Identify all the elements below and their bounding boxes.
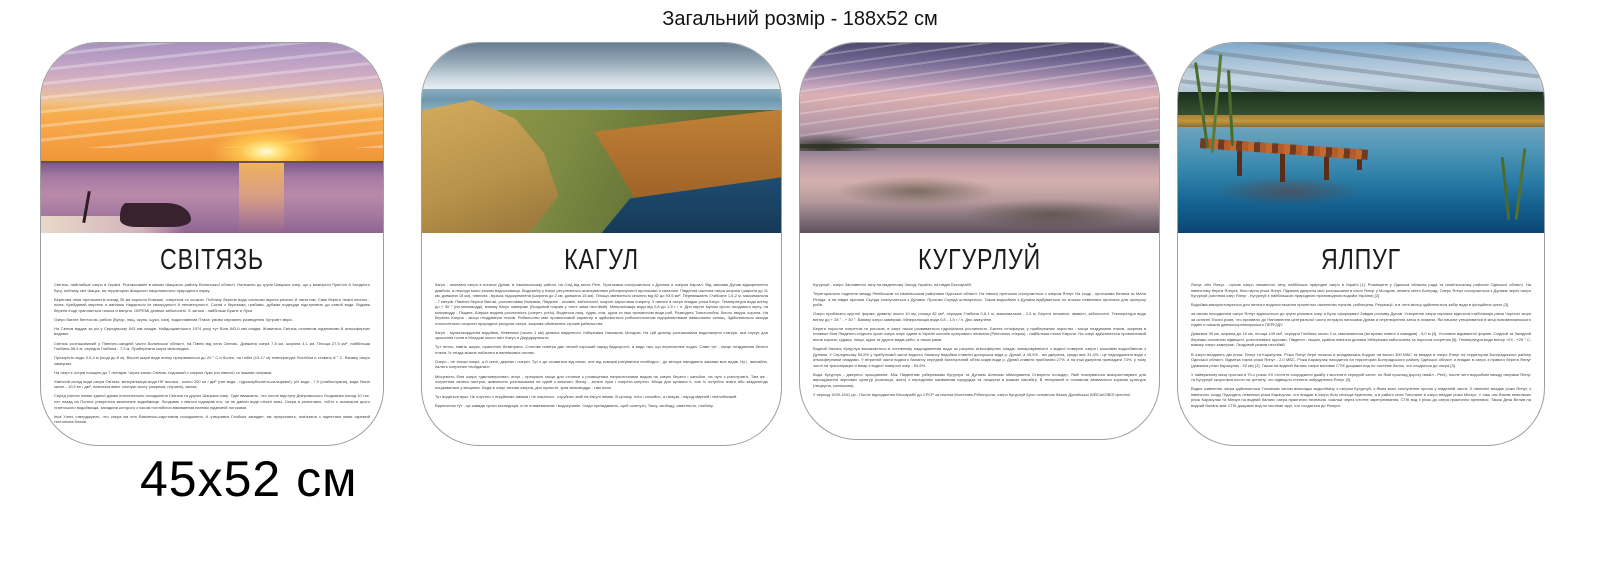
paragraph: Довжина 39 км, ширина до 15 км, площа 149 км², середня Глибина около 2 м, максимальна (во время повені и паводків) - 6,0 м [4]. Уголовна відовженої форми. Східний та Західний бережки основном підвіщені, розчленовані яругами, Південні - піщані, крайня північна ділянка Узбережжя заболочена та поросла очеретом [5]. Температура води влітку +24 - +25 ° С; взимку озеро замерзає. Льодовий режим нестійкій.: [1191, 331, 1531, 348]
kugurluy-marsh-photo: [800, 43, 1159, 233]
paragraph: Кагул - мультикордонна водойма, Невелика (около 1 км) ділянка південного Узбережжя Належить Молдові. На Цій ділянці розташована водонапірна станція, яка слугує для зрошення полів в Молдові около міст Кагул и Джурджулешти.: [435, 329, 768, 341]
paragraph: Прозорість води 3-5,4 м (іноді до 8 м). Верхні шари води влітку прогріваються до 20 ° С и более, на глібні (15-17 м) температура Постійна и ставить 8 ° С. Взимку озеро замерзає.: [54, 355, 370, 366]
paragraph: У найвужчому місці протоки в 70-х роках XX століття споруджено дамбу з мостом в середній части, по Якій проклад дорогу Ізмаїл - Рені), после чего водообмін между озерами Ялпуг та Кугурлуй скоротівся почти на третину, что підвіщіло степень забруднення Ялпуг [3].: [1191, 371, 1531, 383]
paragraph: Ялпуг, або Ялпух - прісне озеро лиманного типу, найбільше природне озеро в Україні [1]. Розміщене у Одеська обласна рада та Ізмаїльському районах Одеської області. На північному березі Ялпуга, біля гирла річки Ялпуг, Підземні джерела якої розташовані в схилі Ялпуг у Молдові, лежить місто Болград. Озеро Ялпуг сполучається з Дунаєм через озеро Кугурлуй (система озер Ялпуг - Кугурлуй є найбільшою природною прісноводною водойм України) [2].: [1191, 282, 1531, 299]
paragraph: Береги поросли очеретом та рогозом, в озері також розвивається гідрофільна рослинність. Багата іхтіофауна, у прибережних заростях - місця гніздування птахів, зокрема в плавнях біля Південно-східного краю озера існує єдина в Україні колонія кучерявого пелікана (Pelecanus crispus) - найбільша птаха Європи. На озері здійснюється промисловий вілов коропа, судака, ляща, щуки та других видів риби, а також раків.: [813, 325, 1146, 342]
overall-size-title: Загальний розмір - 188x52 см: [662, 8, 938, 30]
paragraph: Серед учених немає єдиної думки относительно походження Світязя та других Шацьких озер. Одні вважають, что после відступу Дніпровського Льодовика понад 10 тис. лет назад на Поліссі утворілося величезне водоймище. Льодовик з півночі підпирав его, чи не даючи воде стікаті вниз. Озера в реліктовнє, тобто є залишком цього гігантського водоймища, западини которого з часом поглибілся вімиванням вапнякі підземній потоками.: [54, 393, 370, 410]
paragraph: Водне живлення озера здійснюється Головним чином внаслідок водообміну з озером Кугурлуй, з Яким воно сполучення проток у південній части. З північної впадає річка Ялпуг, з північного сходу Підходить невелика річка Карасулак, что впадає в озеро біля селища Криничне, а в районі села Тополине в озеро впадає річка Мінзул. У наш час Вплив невеликих річок Карасулак та Мінзул на водний баланс озера практично незначна, оскількі через істотне зарегулювання, СТІК вод з річок до озера практично пріпінівся. Також Деяк Вплив на водний баланс має СТІК дощових вод по системе яруг, что сходяться до Ялпуга.: [1191, 386, 1531, 408]
panel-text-kahul: [422, 282, 781, 424]
paragraph: Місцевість біля озера «двотоверхова»: вгорі - прекрасні місця для стоянки з розміщеним патриотичними видом на озерні береги і каньйон, на пулі з різнотрав'я. Там же - очеретяна хатина пастуха, живописно розташована на одній з височин. Внизу - зелені луки і очерети-очерети. Місця для купання є, але їх потрібно знати або заздалегідь поцікавитися у місцевих. Вода в озері типова озерна, дно мулисте, крім мілководдя - там пісок.: [435, 373, 768, 390]
paragraph: На озері є острів площею до 7 гектарів. Через канал Світязь з'єднаний з озером Луки (на півночі) та іншими озерами.: [54, 369, 273, 375]
forest-treeline: [1178, 92, 1544, 117]
paragraph: Берегова лінія протяжністю понад 30 км заросла Комише, очеретом та осокою. Поблизу берегів вода частково вкрита ряскою й лататтям. Самі береги лежні нечітко - пісна, Крейдяний мергель и вапняка Надається їм своєрідності й неповторності. Сосни з березами, грабами, дубами подекуди підступають до самой води. Вздовж берегів іноді трапляється галька и валуни, ОКРЕМІ ділянки заболочені. Є затоки - найбільші Бужне и Лука.: [54, 296, 370, 313]
panel-text-yalpug: [1178, 282, 1544, 424]
paragraph: Вода Кугурлуя - джерело зрошування. Між Південним узбережжям Кугурлуя та Дунаєм Шлюзом обвалування Створено польдер, Якій планувалося використовуваті для вирощування зернових культур (пшениця, жито) з періодічнім засіванням кукурудза та люцерни в рамках сівозбігу. В теперішній в основном вісіваються кормові культури (люцерна, конюшина).: [813, 371, 1146, 388]
paragraph: Водний баланс Кугурлуя визначається в основному надходженням води за рахунок атмосферних опадів, випаровуваності з водної поверхні озера і можлівім водообміном з Дунаєм. У Середньому 54,5% у прибутковій части водного балансу водойми ставити донорська вода р. Дунай, а 45,5% - всі джерела, среди якіх 31,4% - це надходження води з атмосферними опадами. У вітратній части водного балансу середній багаторічний об'єм скідів води р. Дунай ставити приблизно 27%, а на інші джерела припадати 73%, у тому числі на транспірацію и віпар з водної поверхні озер - 54,6%.: [813, 346, 1146, 368]
paragraph: за своим походження озеро Ялпуг відноситься до групи річкових озер и Було сформуваті Завдяк розливу Дунав. Утворення озера сприяла відносна стабілізація рівня Чорного моря за останні Тисячі років, что призвело до Наповнення центральної части естуарія наносами Дунав и перетворення заток в лимани, Які начали утворюватіся в кінці нововеликінського годині и начала давньочорноморського ПЕРІОДУ.: [1191, 311, 1531, 328]
vegetation-patch: [962, 199, 1142, 229]
paragraph: Відпочинок тут - це завжди трохи експедиція, а не пляжеваляніе і водокупаніе. Сюди приїжджають, щоб осягнути, Тишу, свободу, самотність, глибину.: [435, 402, 714, 408]
paragraph: Тут водяться вужі. Не плутати з отруйними зміями і не лякатися - отруйних змій на Кагулі немає. В цілому, тихо і спокійно, а гагаузи - народ мирний і незлобливий.: [435, 393, 738, 399]
cloud-streaks: [800, 43, 1159, 142]
pier-reflection: [1215, 176, 1361, 206]
panel-title-svityaz: СВІТЯЗЬ: [160, 244, 264, 276]
paragraph: У период 1939-1941 рр., После відходження Бессарабії до СРСР за пактом Молотова-Рібентропа, озеро Кугурлуй Було основною базою Дунайської ВІЙСЬКОВОЇ флотілії.: [813, 391, 1132, 397]
left-reed-patch: [800, 134, 879, 151]
panel-kugurluy: [799, 42, 1160, 440]
paragraph: Хімічний склад води озера Світязь: мінералізація води НЕ висока - около 200 мг / дм³ (тип води - гідрокарбонатно-кальцієвої); рН води - 7,9 (слабколужна), вода Насін кисне - 10,5 мг / дм³, незначна вміст сполуки азоту (зокрема, нітратів), заліза.: [54, 378, 370, 390]
kahul-cliffs-photo: [422, 43, 781, 233]
cloudy-sky: [422, 43, 781, 89]
yalpug-pier-photo: [1178, 43, 1544, 233]
paragraph: Світязь розташований у Північно-західній части Волинської області, на Північ від села Світязь. Довжина озера 7,8 км, ширина 4,1 км. Площа 27,5 км², найбільша Глибина 58,4 м, середня Глибина - 7,2 м. Прибережна смуга мілководна.: [54, 340, 370, 352]
panel-yalpug: [1177, 42, 1545, 446]
paragraph: Кагул - заплавні озеро в пониззі Дунав, в Ізмаїльському районі, на Схід від міста Рені. Протоками сполучаються з Дунаєм и озером Картал. Від заплави Дунав відокремлено дамбою, а некогда мало режим водосховища. Водозабір у Кагул регулюються шлюзуванням рібопропускної протоками и каналом. Південна частина озера широка (ширина до 11 км, довжина 18 км), північна - вузька, відокремлена (ширина до 2 км, довжина 15 км). Площа змінюється сезонно від 82 до 93,5 км². Переважають Глибокне 1,5-2 м, максимальна - 7 метрів. Північні береги Високі, розчленовані балками, Південні - нізовіні, заболочені, покриті заростями очарету. З півночі в озеро впадає річка Кагул. Температура води влітку до + 30 ° (на мілководді), взимку Кагул замерзає (Льодовий покрив у теплі зими нестійкій). Мінералізація води від 0,8 до 1,5 г / л. Дно вкріте мулом сірого льодового мулу, на мілководді - Піщане. Ширше водяна рослинність (очерет, рогіз). Водяться лящ, судак, сом, щука та інші промислові види риб. Розводять Товстолобик, білого амура, коропа. На берегах Кагула - місця гніздування птахів. Рибальство має промисловий характер и здійснюється рибоколгоспним підприємствами навколішніх селищ. Здійснюються заходи относительно охорони природних ресурсів озера, зокрема обмеження строків рибальства.: [435, 282, 768, 326]
pier-leg: [1237, 151, 1242, 176]
sun-reflection: [239, 163, 283, 233]
panel-title-kugurluy: КУГУРЛУЙ: [917, 244, 1042, 276]
panel-svityaz: [40, 42, 384, 446]
paragraph: На Світязі віддає за рік у Середньому 543 мм опадів. Найдощовітішого 1974 року тут Віла 843,6 мм опадів. Живитися Світязь основном підземними й атмосферних водами.: [54, 325, 370, 337]
boat-silhouette: [120, 203, 192, 228]
paragraph: Водойма використовується для питного водопостачання прилеглих населених пунктів, рибництва, Рекреації, а в літні місяці здійснюється забір води в ірігаційних цілях [3].: [1191, 302, 1510, 308]
paragraph: В озеро впадають дві річки: Ялпуг та Карасулак. Річка Ялпуг бере початок в молдавських Кодрах на висоті 300 МБС та впадає в озеро Ялпуг на территории Болградського району Одеської області. Відмітка гирла річки Ялпуг - 2,0 МБС. Річка Карасулак находится на территории Болградського району Одеської області и впадає в озеро з правого берега Ялпуг (довжина річки Карасулак - 52 км) [2]. Також на водний баланс озера впливає СТІК дощових вод по системе балок, что сходяться до озера [3].: [1191, 351, 1531, 368]
paragraph: Світязь- найглибше озеро в Україні. Розташоване в межах Шацького району Волинської області. Належить до групи Шацьких озер, що у межиріччі Прип'яті й Західного Бугу, поблизу смт Шацьк, на территории Шацького національного природного парку.: [54, 282, 370, 293]
paragraph: Озеро приблизно круглої форми, діаметр около 10 км, площа 82 км², середня Глибина 0,8-1 м, максимальна - 2,5 м. Береги незовісні, звивісті, заболочені. Температура води влітку до + 28 ° - + 30 °. Взимку озеро замерзає. Мінералізація води 0,8 - 1,5 г / л. Дно замулене.: [813, 311, 1146, 322]
paragraph: Озеро багате бентосом, рибою (Вугор, лящ, окунь, щука, сом), водоплавніми Птаха; умови сприяють розведення Хутровіт звіра.: [54, 316, 293, 322]
panel-kahul: [421, 42, 782, 446]
paragraph: Озеро - не тільки озеро, а й скелі, дерева і очерет. Тут є де сховатися від спеки, але від комарів рятуватися необхідно - до вечора нападають жахами всіх видів. Ну і, звичайно, палять очеретяні «пойдалки».: [435, 358, 768, 370]
panel-size-label: 45x52 см: [140, 451, 358, 507]
paragraph: Територіально поділене между Ренійським та Ізмаїльським районами Одеської області. На півночі протокою сполучається з озером Ялпуг. На сході - протоками Велика та Мала Репіда, а на півдні протоки Скунда сполучається з Дунаєм. Протока Скунда шлюзується. Також водообмін з Дунаєм відбувається по кількох невеликих протоках для пропуску риби.: [813, 291, 1146, 308]
panel-text-kugurluy: [800, 282, 1159, 413]
paragraph: Тут тепло, навіть жарко, практично безвітряно. Степове повітря дає легкий хороший заряд бадьорості, а види такі, що перехоплює подих. Саме тут - місце гніздування безлічі птахів. Їх гнізда можна побачити в вапнякових скелях.: [435, 344, 768, 355]
panel-text-svityaz: [41, 282, 383, 440]
paragraph: Інші Учені стверджують, что озера ма ють Вимлечно-карстовим походження. А утворився Глибока западин, ям пріпускають, пов'язана з підняттям ними окремий тектонічна блоків.: [54, 413, 370, 425]
panel-title-kahul: КАГУЛ: [564, 244, 639, 276]
svityaz-sunset-photo: [41, 43, 383, 233]
paragraph: Кугурлуй - озеро Заплавного типу на південному Заході України, на півдні Бессарабії.: [813, 282, 973, 287]
pier-leg: [1324, 153, 1329, 180]
panel-title-yalpug: ЯЛПУГ: [1321, 244, 1401, 276]
pier-leg: [1280, 153, 1285, 182]
